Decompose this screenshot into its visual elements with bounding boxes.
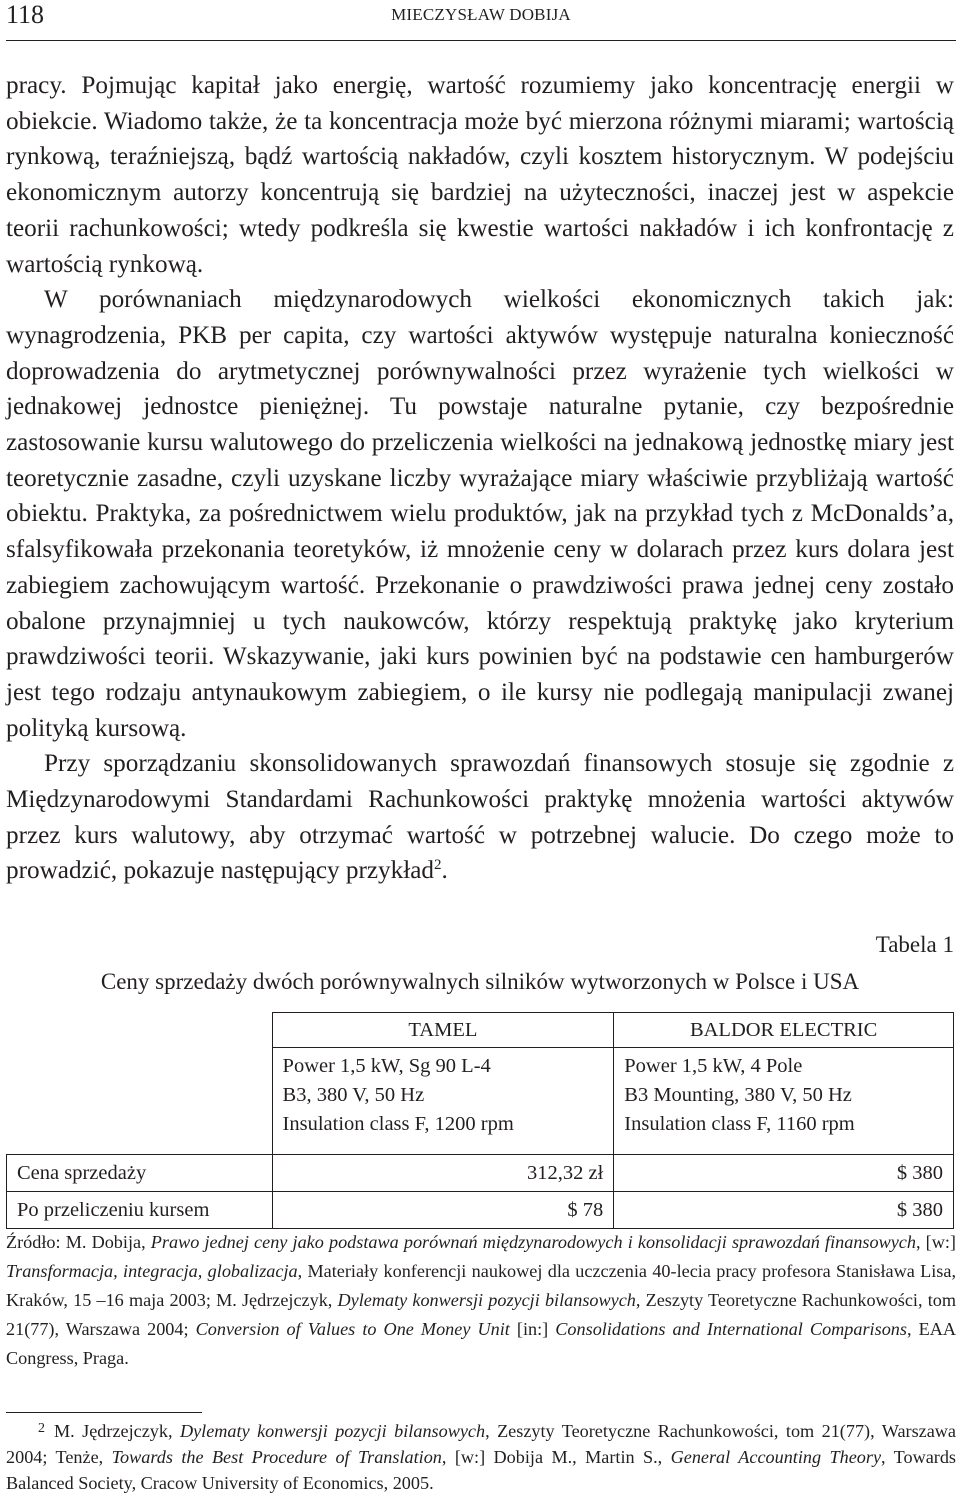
paragraph-3-text: Przy sporządzaniu skonsolidowanych sprawozdań finansowych stosuje się zgodnie z Międzynarodowymi Standardami Rachunkowości praktykę mnożenia wartości aktywów przez kurs walutowy, aby otrzymać wartość w potrzebnej walucie. Do czego może to prowadzić, pokazuje następujący przykład xyxy=(6,750,954,885)
body-text xyxy=(6,68,954,889)
footnote-divider xyxy=(6,1412,202,1413)
footnote-text: M. Jędrzejczyk, xyxy=(54,1421,180,1441)
footnote-title: Towards the Best Procedure of Translation xyxy=(111,1447,442,1467)
page-number: 118 xyxy=(6,0,45,29)
spec-line: B3, 380 V, 50 Hz xyxy=(282,1084,425,1106)
source-title: Consolidations and International Comparisons xyxy=(555,1319,907,1339)
paragraph-3-end: . xyxy=(441,857,448,885)
paragraph-3 xyxy=(6,746,954,889)
source-title: Conversion of Values to One Money Unit xyxy=(195,1319,510,1339)
footnote-title: General Accounting Theory xyxy=(670,1447,882,1467)
table-header-row xyxy=(7,1013,954,1048)
source-text: Źródło: M. Dobija, xyxy=(6,1232,151,1252)
spec-line: B3 Mounting, 380 V, 50 Hz xyxy=(624,1084,852,1106)
source-title: Prawo jednej ceny jako podstawa porównań międzynarodowych i konsolidacji sprawozdań finansowych xyxy=(150,1232,916,1252)
source-text: , EAA Congress, Praga. xyxy=(6,1319,956,1368)
table-row xyxy=(7,1192,954,1229)
running-head: MIECZYSŁAW DOBIJA xyxy=(391,5,571,24)
table-cell: $ 380 xyxy=(614,1192,954,1229)
spec-line: Insulation class F, 1200 rpm xyxy=(282,1113,514,1135)
table-corner-cell xyxy=(7,1013,273,1155)
table-cell: $ 78 xyxy=(272,1192,614,1229)
footnote-text: , Zeszyty Teoretyczne Rachunkowości, tom 21(77), Warszawa 2004; Tenże, xyxy=(6,1421,957,1467)
footnote-title: Dylematy konwersji pozycji bilansowych xyxy=(179,1421,486,1441)
table-label: Tabela 1 xyxy=(875,932,954,957)
table-cell: 312,32 zł xyxy=(272,1155,614,1192)
source-text: [in:] xyxy=(509,1319,556,1339)
spec-line: Insulation class F, 1160 rpm xyxy=(624,1113,855,1135)
spec-cell-baldor xyxy=(614,1048,954,1155)
row-label: Po przeliczeniu kursem xyxy=(7,1192,273,1229)
table-source-note xyxy=(6,1228,956,1373)
column-header-tamel: TAMEL xyxy=(272,1013,614,1048)
footnote-text: , Towards Balanced Society, Cracow University of Economics, 2005. xyxy=(6,1447,957,1493)
table-row xyxy=(7,1155,954,1192)
source-text: , [w:] xyxy=(915,1232,956,1252)
row-label: Cena sprzedaży xyxy=(7,1155,273,1192)
paragraph-1: pracy. Pojmując kapitał jako energię, wartość rozumiemy jako koncentrację energii w obiekcie. Wiadomo także, że ta koncentracja może być mierzona różnymi miarami; wartością rynkową, teraźniejszą, bądź wartością nakładów, czyli kosztem historycznym. W podejściu ekonomicznym autorzy koncentrują się bardziej na użyteczności, inaczej jest w aspekcie teorii rachunkowości; wtedy podkreśla się kwestie wartości nakładów i ich konfrontację z wartością rynkową. xyxy=(6,72,954,278)
footnote-reference[interactable]: 2 xyxy=(434,857,442,874)
paragraph-2: W porównaniach międzynarodowych wielkości ekonomicznych takich jak: wynagrodzenia, PKB per capita, czy wartości aktywów występuje naturalna konieczność doprowadzenia do arytmetycznej porównywalności przez wyrażenie tych wielkości w jednakowej jednostce pieniężnej. Tu powstaje naturalne pytanie, czy bezpośrednie zastosowanie kursu walutowego do przeliczenia wielkości na jednakową jednostkę miary jest teoretycznie zasadne, czyli uzyskane liczby wyrażające miary właściwie przybliżają wartość obiektu. Praktyka, za pośrednictwem wielu produktów, jak na przykład tych z McDonalds’a, sfalsyfikowała przekonania teoretyków, iż mnożenie ceny w dolarach przez kurs dolara jest zabiegiem zachowującym wartość. Przekonanie o prawdziwości prawa jednej ceny zostało obalone przynajmniej u tych naukowców, którzy respektują praktykę jako kryterium prawdziwości teorii. Wskazywanie, jaki kurs powinien być na podstawie cen hamburgerów jest tego rodzaju antynaukowym zabiegiem, o ile kursy nie podlegają manipulacji zwanej polityką kursową. xyxy=(6,286,954,742)
spec-line: Power 1,5 kW, 4 Pole xyxy=(624,1055,803,1077)
source-title: Transformacja, integracja, globalizacja xyxy=(6,1261,298,1281)
column-header-baldor: BALDOR ELECTRIC xyxy=(614,1013,954,1048)
spec-line: Power 1,5 kW, Sg 90 L-4 xyxy=(282,1055,491,1077)
source-title: Dylematy konwersji pozycji bilansowych xyxy=(337,1290,636,1310)
source-text: , Zeszyty Teoretyczne Rachunkowości, tom 21(77), Warszawa 2004; xyxy=(6,1290,957,1339)
table-title: Ceny sprzedaży dwóch porównywalnych silników wytworzonych w Polsce i USA xyxy=(100,969,860,994)
spec-cell-tamel xyxy=(272,1048,614,1155)
footnote-text: , [w:] Dobija M., Martin S., xyxy=(441,1447,671,1467)
table-cell: $ 380 xyxy=(614,1155,954,1192)
footnote: 2 M. Jędrzejczyk, Dylematy konwersji pozycji bilansowych, Zeszyty Teoretyczne Rachunkowości, tom 21(77), Warszawa 2004; Tenże, Towards the Best Procedure of Translation, [w:] Dobija M., Martin S., General Accounting Theory, Towards Balanced Society, Cracow University of Economics, 2005. xyxy=(6,1421,957,1493)
price-comparison-table xyxy=(6,1012,954,1229)
source-text: , Materiały konferencji naukowej dla uczczenia 40-lecia pracy profesora Stanisława Lisa, Kraków, 15 –16 maja 2003; M. Jędrzejczyk, xyxy=(6,1261,956,1310)
page-header xyxy=(6,0,956,41)
